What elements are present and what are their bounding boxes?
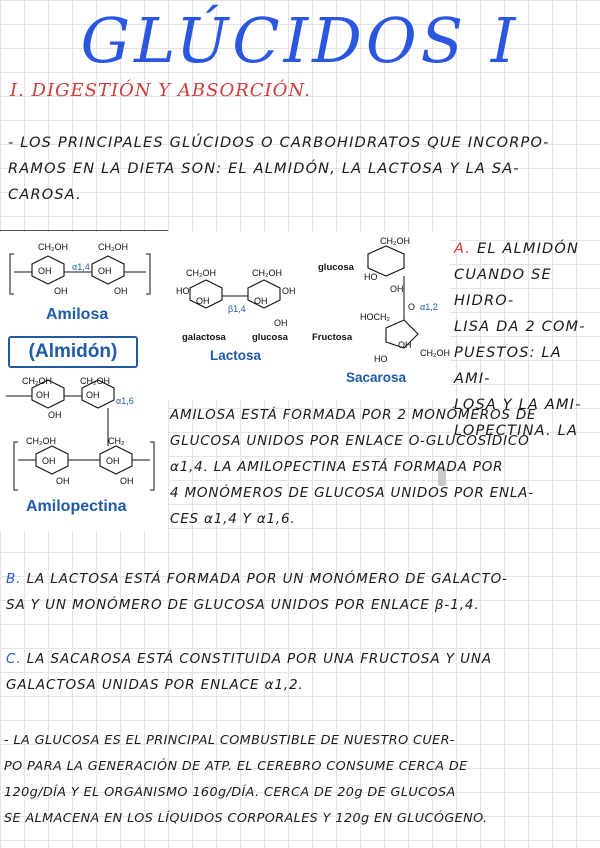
point-a-line: AMILOSA ESTÁ FORMADA POR 2 MONÓMEROS DE (170, 407, 537, 423)
amilopectina-label: Amilopectina (26, 498, 127, 515)
ch2oh-label: CH₂OH (98, 242, 128, 252)
point-b-line: SA Y UN MONÓMERO DE GLUCOSA UNIDOS POR ENLACE β-1,4. (6, 597, 480, 613)
closing-line: PO PARA LA GENERACIÓN DE ATP. EL CEREBRO CONSUME CERCA DE (4, 759, 468, 774)
hoch2-label: HOCH₂ (360, 312, 390, 322)
section-heading: I. DIGESTIÓN Y ABSORCIÓN. (10, 80, 311, 101)
galactosa-label: galactosa (182, 332, 226, 343)
point-a-line: GLUCOSA UNIDOS POR ENLACE O-GLUCOSÍDICO (170, 433, 530, 449)
glucosa-label: glucosa (318, 262, 354, 273)
ch2oh-label: CH₂OH (38, 242, 68, 252)
intro-line: CAROSA. (8, 187, 82, 203)
oh-label: OH (42, 456, 56, 466)
oh-label: OH (48, 410, 62, 420)
oh-label: OH (120, 476, 134, 486)
sacarosa-label: Sacarosa (346, 370, 407, 385)
ch2oh-label: CH₂OH (420, 348, 450, 358)
bond-label: α1,2 (420, 302, 438, 312)
point-a-line: 4 MONÓMEROS DE GLUCOSA UNIDOS POR ENLA- (170, 485, 534, 501)
ch2-label: CH₂ (108, 436, 125, 446)
point-c-marker: C. (6, 651, 22, 667)
oh-label: OH (36, 390, 50, 400)
oh-label: OH (86, 390, 100, 400)
ch2oh-label: CH₂OH (252, 268, 282, 278)
point-a-wide (170, 402, 600, 532)
point-c-line: C. LA SACAROSA ESTÁ CONSTITUIDA POR UNA FRUCTOSA Y UNA (6, 651, 492, 667)
divider (0, 230, 168, 231)
oh-label: OH (56, 476, 70, 486)
point-b-marker: B. (6, 571, 22, 587)
point-a-line: CUANDO SE HIDRO- (454, 267, 552, 309)
amilosa-label: Amilosa (46, 306, 109, 323)
oh-label: OH (274, 318, 288, 328)
ho-label: HO (176, 286, 190, 296)
closing-paragraph (4, 728, 600, 832)
ch2oh-label: CH₂OH (22, 376, 52, 386)
glucosa-label: glucosa (252, 332, 288, 343)
bond-label: β1,4 (228, 304, 246, 314)
point-a-line: LOPECTINA. LA (454, 423, 579, 439)
oh-label: OH (254, 296, 268, 306)
point-c (6, 646, 600, 698)
closing-line: SE ALMACENA EN LOS LÍQUIDOS CORPORALES Y 120g EN GLUCÓGENO. (4, 811, 488, 826)
closing-line: 120g/DÍA Y EL ORGANISMO 160g/DÍA. CERCA DE 20g DE GLUCOSA (4, 785, 456, 800)
ch2oh-label: CH₂OH (186, 268, 216, 278)
point-a-line: PUESTOS: LA AMI- (454, 345, 562, 387)
lactosa-sacarosa-diagram (168, 232, 450, 400)
oh-label: OH (98, 266, 112, 276)
oh-label: OH (390, 284, 404, 294)
oh-label: OH (54, 286, 68, 296)
almidon-box: (Almidón) (8, 336, 138, 368)
oh-label: OH (398, 340, 412, 350)
closing-line: - LA GLUCOSA ES EL PRINCIPAL COMBUSTIBLE DE NUESTRO CUER- (4, 733, 455, 748)
fructosa-label: Fructosa (312, 332, 353, 343)
ch2oh-label: CH₂OH (80, 376, 110, 386)
ho-label: HO (374, 354, 388, 364)
intro-line: - LOS PRINCIPALES GLÚCIDOS O CARBOHIDRATOS QUE INCORPO- (8, 135, 550, 151)
bond-label: α1,4 (72, 262, 90, 272)
oh-label: OH (282, 286, 296, 296)
oh-label: OH (38, 266, 52, 276)
point-b (6, 566, 600, 618)
disaccharide-figure-panel (168, 232, 450, 400)
starch-figure-panel (0, 232, 168, 532)
point-a-line: α1,4. LA AMILOPECTINA ESTÁ FORMADA POR (170, 459, 504, 475)
o-label: O (408, 302, 416, 312)
intro-line: RAMOS EN LA DIETA SON: EL ALMIDÓN, LA LACTOSA Y LA SA- (8, 161, 520, 177)
oh-label: OH (114, 286, 128, 296)
point-b-line: B. LA LACTOSA ESTÁ FORMADA POR UN MONÓMERO DE GALACTO- (6, 571, 508, 587)
ho-label: HO (364, 272, 378, 282)
oh-label: OH (106, 456, 120, 466)
point-c-line: GALACTOSA UNIDAS POR ENLACE α1,2. (6, 677, 304, 693)
ch2oh-label: CH₂OH (26, 436, 56, 446)
intro-paragraph (8, 130, 598, 208)
lactosa-label: Lactosa (210, 348, 262, 363)
point-a-line: A. EL ALMIDÓN (454, 241, 580, 257)
page-title: GLÚCIDOS I (80, 4, 520, 77)
point-a-line: LISA DA 2 COM- (454, 319, 586, 335)
oh-label: OH (196, 296, 210, 306)
ch2oh-label: CH₂OH (380, 236, 410, 246)
point-a-line: LOSA Y LA AMI- (454, 397, 582, 413)
point-a-marker: A. (454, 241, 472, 257)
bond-label: α1,6 (116, 396, 134, 406)
point-a-line: CES α1,4 Y α1,6. (170, 511, 296, 527)
